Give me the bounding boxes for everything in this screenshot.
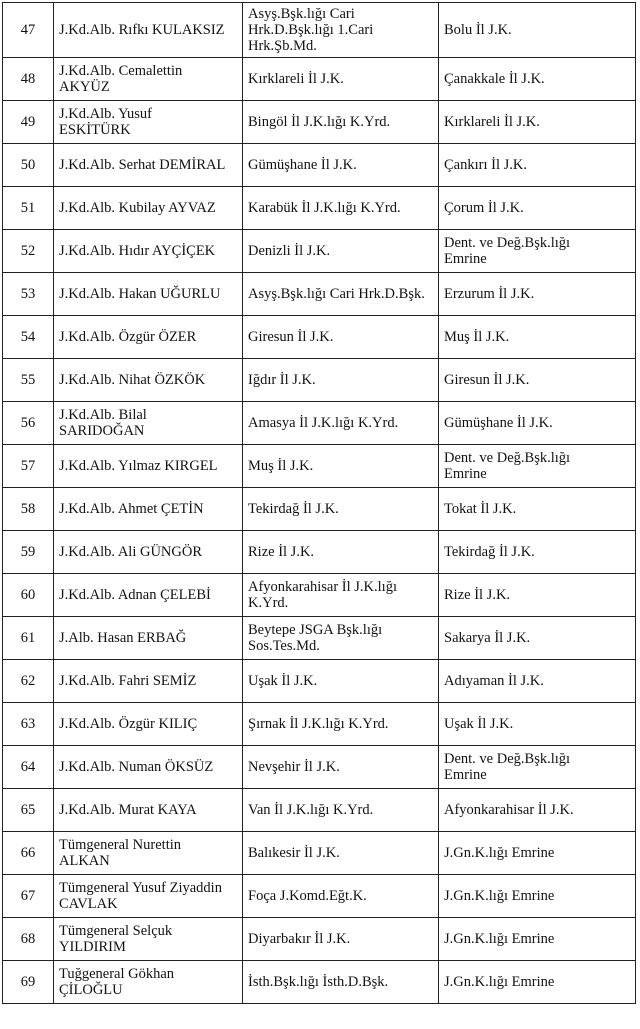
- current-post: Nevşehir İl J.K.: [243, 746, 439, 789]
- assignment-table-body: [3, 3, 636, 1004]
- row-number: 58: [3, 488, 54, 531]
- new-post: Çankırı İl J.K.: [439, 144, 636, 187]
- personnel-name: J.Kd.Alb. Yusuf ESKİTÜRK: [54, 101, 243, 144]
- table-row: [3, 488, 636, 531]
- table-row: [3, 273, 636, 316]
- current-post: Denizli İl J.K.: [243, 230, 439, 273]
- current-post: Amasya İl J.K.lığı K.Yrd.: [243, 402, 439, 445]
- personnel-name: J.Kd.Alb. Hakan UĞURLU: [54, 273, 243, 316]
- row-number: 60: [3, 574, 54, 617]
- personnel-name: J.Kd.Alb. Nihat ÖZKÖK: [54, 359, 243, 402]
- current-post: Asyş.Bşk.lığı Cari Hrk.D.Bşk.lığı 1.Cari Hrk.Şb.Md.: [243, 3, 439, 58]
- new-post: Dent. ve Değ.Bşk.lığı Emrine: [439, 445, 636, 488]
- table-row: [3, 789, 636, 832]
- table-row: [3, 574, 636, 617]
- new-post: Çanakkale İl J.K.: [439, 58, 636, 101]
- table-row: [3, 445, 636, 488]
- new-post: Gümüşhane İl J.K.: [439, 402, 636, 445]
- row-number: 61: [3, 617, 54, 660]
- personnel-name: J.Kd.Alb. Özgür KILIÇ: [54, 703, 243, 746]
- personnel-name: Tümgeneral Nurettin ALKAN: [54, 832, 243, 875]
- row-number: 48: [3, 58, 54, 101]
- current-post: Tekirdağ İl J.K.: [243, 488, 439, 531]
- new-post: Sakarya İl J.K.: [439, 617, 636, 660]
- row-number: 51: [3, 187, 54, 230]
- new-post: Dent. ve Değ.Bşk.lığı Emrine: [439, 230, 636, 273]
- table-row: [3, 3, 636, 58]
- current-post: Bingöl İl J.K.lığı K.Yrd.: [243, 101, 439, 144]
- table-row: [3, 832, 636, 875]
- table-row: [3, 703, 636, 746]
- table-row: [3, 918, 636, 961]
- current-post: Kırklareli İl J.K.: [243, 58, 439, 101]
- current-post: Iğdır İl J.K.: [243, 359, 439, 402]
- new-post: Rize İl J.K.: [439, 574, 636, 617]
- personnel-name: J.Kd.Alb. Hıdır AYÇİÇEK: [54, 230, 243, 273]
- personnel-name: J.Kd.Alb. Adnan ÇELEBİ: [54, 574, 243, 617]
- personnel-name: Tuğgeneral Gökhan ÇİLOĞLU: [54, 961, 243, 1004]
- table-row: [3, 875, 636, 918]
- personnel-name: J.Kd.Alb. Fahri SEMİZ: [54, 660, 243, 703]
- current-post: Giresun İl J.K.: [243, 316, 439, 359]
- personnel-name: Tümgeneral Yusuf Ziyaddin CAVLAK: [54, 875, 243, 918]
- table-row: [3, 531, 636, 574]
- current-post: Foça J.Komd.Eğt.K.: [243, 875, 439, 918]
- personnel-name: J.Kd.Alb. Ali GÜNGÖR: [54, 531, 243, 574]
- personnel-name: J.Kd.Alb. Rıfkı KULAKSIZ: [54, 3, 243, 58]
- new-post: Dent. ve Değ.Bşk.lığı Emrine: [439, 746, 636, 789]
- table-row: [3, 101, 636, 144]
- row-number: 66: [3, 832, 54, 875]
- personnel-name: Tümgeneral Selçuk YILDIRIM: [54, 918, 243, 961]
- assignment-table: [2, 2, 636, 1004]
- new-post: Erzurum İl J.K.: [439, 273, 636, 316]
- row-number: 50: [3, 144, 54, 187]
- current-post: Uşak İl J.K.: [243, 660, 439, 703]
- new-post: J.Gn.K.lığı Emrine: [439, 832, 636, 875]
- row-number: 59: [3, 531, 54, 574]
- new-post: Muş İl J.K.: [439, 316, 636, 359]
- personnel-name: J.Kd.Alb. Bilal SARIDOĞAN: [54, 402, 243, 445]
- row-number: 47: [3, 3, 54, 58]
- current-post: Rize İl J.K.: [243, 531, 439, 574]
- row-number: 67: [3, 875, 54, 918]
- personnel-name: J.Kd.Alb. Özgür ÖZER: [54, 316, 243, 359]
- table-row: [3, 316, 636, 359]
- personnel-name: J.Kd.Alb. Serhat DEMİRAL: [54, 144, 243, 187]
- new-post: Tokat İl J.K.: [439, 488, 636, 531]
- row-number: 65: [3, 789, 54, 832]
- new-post: Uşak İl J.K.: [439, 703, 636, 746]
- personnel-name: J.Kd.Alb. Ahmet ÇETİN: [54, 488, 243, 531]
- new-post: Giresun İl J.K.: [439, 359, 636, 402]
- personnel-name: J.Kd.Alb. Numan ÖKSÜZ: [54, 746, 243, 789]
- row-number: 56: [3, 402, 54, 445]
- new-post: Adıyaman İl J.K.: [439, 660, 636, 703]
- personnel-name: J.Alb. Hasan ERBAĞ: [54, 617, 243, 660]
- new-post: J.Gn.K.lığı Emrine: [439, 875, 636, 918]
- table-row: [3, 144, 636, 187]
- row-number: 63: [3, 703, 54, 746]
- current-post: Balıkesir İl J.K.: [243, 832, 439, 875]
- personnel-name: J.Kd.Alb. Cemalettin AKYÜZ: [54, 58, 243, 101]
- current-post: Gümüşhane İl J.K.: [243, 144, 439, 187]
- new-post: Afyonkarahisar İl J.K.: [439, 789, 636, 832]
- current-post: Afyonkarahisar İl J.K.lığı K.Yrd.: [243, 574, 439, 617]
- current-post: Karabük İl J.K.lığı K.Yrd.: [243, 187, 439, 230]
- row-number: 54: [3, 316, 54, 359]
- table-row: [3, 961, 636, 1004]
- table-row: [3, 660, 636, 703]
- row-number: 53: [3, 273, 54, 316]
- current-post: Diyarbakır İl J.K.: [243, 918, 439, 961]
- new-post: Çorum İl J.K.: [439, 187, 636, 230]
- row-number: 62: [3, 660, 54, 703]
- table-row: [3, 58, 636, 101]
- current-post: İsth.Bşk.lığı İsth.D.Bşk.: [243, 961, 439, 1004]
- row-number: 68: [3, 918, 54, 961]
- table-row: [3, 617, 636, 660]
- row-number: 55: [3, 359, 54, 402]
- table-row: [3, 402, 636, 445]
- row-number: 52: [3, 230, 54, 273]
- new-post: J.Gn.K.lığı Emrine: [439, 918, 636, 961]
- current-post: Muş İl J.K.: [243, 445, 439, 488]
- table-row: [3, 187, 636, 230]
- row-number: 64: [3, 746, 54, 789]
- personnel-name: J.Kd.Alb. Murat KAYA: [54, 789, 243, 832]
- row-number: 49: [3, 101, 54, 144]
- row-number: 69: [3, 961, 54, 1004]
- new-post: Tekirdağ İl J.K.: [439, 531, 636, 574]
- table-row: [3, 359, 636, 402]
- new-post: Bolu İl J.K.: [439, 3, 636, 58]
- current-post: Asyş.Bşk.lığı Cari Hrk.D.Bşk.: [243, 273, 439, 316]
- personnel-name: J.Kd.Alb. Kubilay AYVAZ: [54, 187, 243, 230]
- current-post: Beytepe JSGA Bşk.lığı Sos.Tes.Md.: [243, 617, 439, 660]
- table-row: [3, 746, 636, 789]
- new-post: J.Gn.K.lığı Emrine: [439, 961, 636, 1004]
- row-number: 57: [3, 445, 54, 488]
- current-post: Van İl J.K.lığı K.Yrd.: [243, 789, 439, 832]
- personnel-name: J.Kd.Alb. Yılmaz KIRGEL: [54, 445, 243, 488]
- new-post: Kırklareli İl J.K.: [439, 101, 636, 144]
- current-post: Şırnak İl J.K.lığı K.Yrd.: [243, 703, 439, 746]
- table-row: [3, 230, 636, 273]
